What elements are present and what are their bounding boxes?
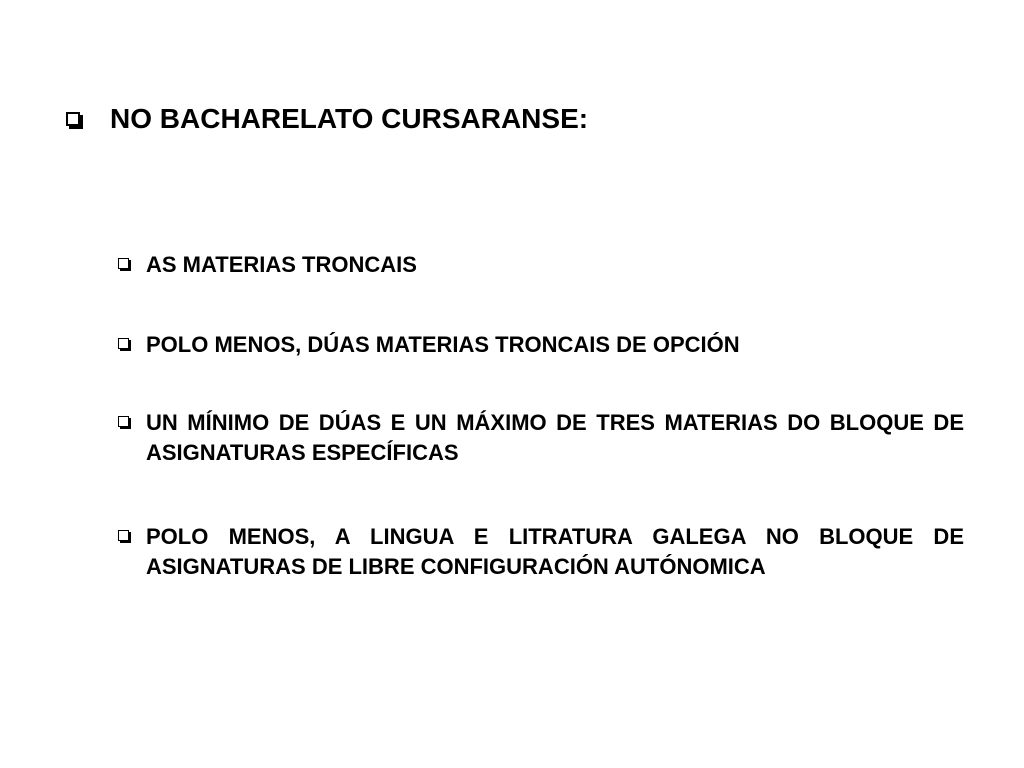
list-item <box>116 250 964 280</box>
list-item <box>116 408 964 468</box>
bullet-list <box>116 250 964 582</box>
checkbox-bullet-icon <box>118 258 129 269</box>
checkbox-bullet-icon <box>118 416 129 427</box>
heading-title: NO BACHARELATO CURSARANSE: <box>110 103 589 134</box>
list-item-text: POLO MENOS, DÚAS MATERIAS TRONCAIS DE OPCIÓN <box>146 332 740 357</box>
checkbox-bullet-icon <box>118 530 129 541</box>
list-item-text: UN MÍNIMO DE DÚAS E UN MÁXIMO DE TRES MATERIAS DO BLOQUE DE ASIGNATURAS ESPECÍFICAS <box>146 410 964 465</box>
list-item <box>116 522 964 582</box>
list-item-text: AS MATERIAS TRONCAIS <box>146 252 417 277</box>
checkbox-bullet-icon <box>66 112 80 126</box>
list-item <box>116 330 964 360</box>
slide-heading <box>62 103 588 135</box>
list-item-text: POLO MENOS, A LINGUA E LITRATURA GALEGA NO BLOQUE DE ASIGNATURAS DE LIBRE CONFIGURACIÓN AUTÓNOMICA <box>146 524 964 579</box>
checkbox-bullet-icon <box>118 338 129 349</box>
